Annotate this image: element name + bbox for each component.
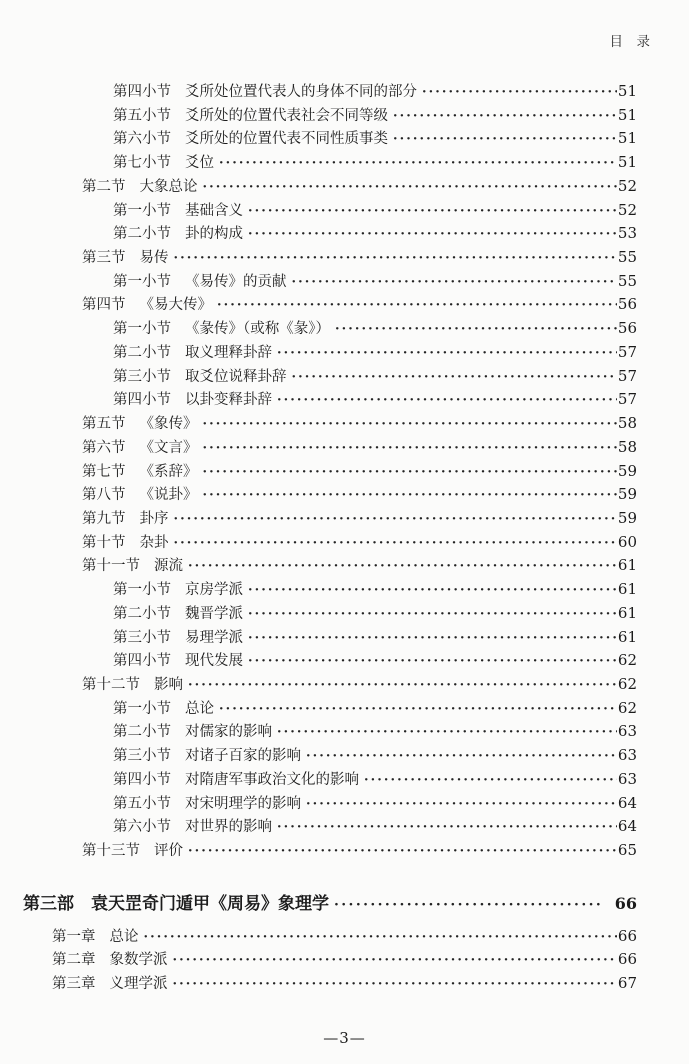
dot-leader xyxy=(306,793,617,817)
toc-entry-label: 第二小节 xyxy=(113,605,171,622)
toc-entry-title: 对世界的影响 xyxy=(185,819,272,836)
toc-entry xyxy=(0,839,637,863)
toc-entry-page: 51 xyxy=(617,129,637,148)
toc-entry-title: 对儒家的影响 xyxy=(185,724,272,741)
dot-leader xyxy=(174,508,617,532)
toc-entry-title: 易传 xyxy=(139,250,169,267)
toc-entry-title: 影响 xyxy=(154,676,183,693)
toc-entry-title: 象数学派 xyxy=(109,952,168,969)
toc-entry-page: 61 xyxy=(617,603,637,622)
toc-entry-title: 以卦变释卦辞 xyxy=(185,392,272,409)
toc-entry-title: 《易传》的贡献 xyxy=(185,273,287,290)
toc-entry xyxy=(0,127,637,151)
toc-entry xyxy=(0,649,637,673)
toc-entry-label: 第二小节 xyxy=(113,724,171,741)
toc-entry xyxy=(0,341,637,365)
toc-entry-label: 第四小节 xyxy=(113,771,171,788)
toc-entry-page: 62 xyxy=(617,674,637,693)
toc-entry-label: 第二小节 xyxy=(113,344,171,361)
toc-entry-label: 第三节 xyxy=(82,250,126,267)
toc-entry xyxy=(0,697,637,721)
toc-entry-page: 66 xyxy=(617,950,637,969)
dot-leader xyxy=(203,437,617,461)
toc-entry-label: 第一章 xyxy=(52,928,96,945)
dot-leader xyxy=(248,223,617,247)
dot-leader xyxy=(203,484,617,508)
toc-entry-title: 义理学派 xyxy=(109,976,168,993)
toc-entry xyxy=(0,436,637,460)
toc-entry-page: 60 xyxy=(617,532,637,551)
toc-entry-title: 评价 xyxy=(154,843,183,859)
toc-entry xyxy=(0,768,637,792)
dot-leader xyxy=(248,200,617,224)
toc-entry-page: 61 xyxy=(617,580,637,599)
toc-entry-page: 55 xyxy=(617,248,637,267)
toc-entry-page: 55 xyxy=(617,271,637,290)
toc-entry-title: 易理学派 xyxy=(185,629,243,646)
toc-entry-title: 爻所处的位置代表不同性质事类 xyxy=(185,131,388,148)
toc-entry xyxy=(0,673,637,697)
toc-entry-title: 魏晋学派 xyxy=(185,605,243,622)
toc-entry-title: 杂卦 xyxy=(139,534,169,551)
footer-page-number: —3— xyxy=(323,1029,366,1047)
dot-leader xyxy=(292,271,617,295)
toc-entry xyxy=(0,175,637,199)
toc-entry-label: 第十二节 xyxy=(82,676,140,693)
dot-leader xyxy=(334,890,604,920)
toc-entry xyxy=(0,246,637,270)
page-title: 目 录 xyxy=(609,34,650,50)
toc-entry-label: 第四小节 xyxy=(113,392,171,409)
dot-leader xyxy=(188,840,617,864)
toc-entry-title: 爻位 xyxy=(185,155,214,172)
toc-entry-page: 66 xyxy=(614,893,637,913)
dot-leader xyxy=(188,674,617,698)
toc-entry-title: 《文言》 xyxy=(139,439,198,456)
toc-entry xyxy=(0,460,637,484)
toc-entry-title: 卦的构成 xyxy=(185,226,243,243)
toc-entry-label: 第三章 xyxy=(52,976,96,993)
toc-entry-label: 第一小节 xyxy=(113,321,171,338)
toc-entry xyxy=(0,626,637,650)
toc-entry-label: 第一小节 xyxy=(113,202,171,219)
toc-list xyxy=(0,80,637,996)
toc-entry xyxy=(0,365,637,389)
toc-entry-label: 第二章 xyxy=(52,952,96,969)
toc-entry-label: 第三小节 xyxy=(113,368,171,385)
toc-entry-title: 卦序 xyxy=(139,510,169,527)
toc-entry xyxy=(0,222,637,246)
toc-entry-page: 56 xyxy=(617,295,637,314)
toc-entry-title: 现代发展 xyxy=(185,653,243,670)
toc-entry-page: 67 xyxy=(617,974,637,993)
toc-entry xyxy=(0,972,637,996)
toc-entry xyxy=(0,293,637,317)
toc-entry-label: 第二节 xyxy=(82,178,126,195)
toc-entry-page: 62 xyxy=(617,698,637,717)
toc-entry-page: 63 xyxy=(617,769,637,788)
toc-entry-label: 第五节 xyxy=(82,416,126,433)
dot-leader xyxy=(364,769,617,793)
dot-leader xyxy=(173,949,617,973)
toc-entry-label: 第十节 xyxy=(82,534,126,551)
toc-entry-label: 第三小节 xyxy=(113,748,171,765)
toc-entry-title: 取义理释卦辞 xyxy=(185,344,272,361)
toc-entry-page: 57 xyxy=(617,342,637,361)
toc-entry-title: 基础含义 xyxy=(185,202,243,219)
dot-leader xyxy=(203,176,617,200)
toc-entry-title: 《易大传》 xyxy=(139,297,212,314)
toc-entry-page: 66 xyxy=(617,926,637,945)
toc-entry-title: 大象总论 xyxy=(139,178,198,195)
toc-entry-title: 《系辞》 xyxy=(139,463,198,480)
toc-entry-label: 第五小节 xyxy=(113,795,171,812)
dot-leader xyxy=(277,342,617,366)
toc-entry-page: 52 xyxy=(617,200,637,219)
toc-entry-title: 取爻位说释卦辞 xyxy=(185,368,287,385)
toc-entry-title: 对诸子百家的影响 xyxy=(185,748,301,765)
toc-entry xyxy=(0,792,637,816)
toc-entry-title: 《象传》 xyxy=(139,416,198,433)
dot-leader xyxy=(188,555,617,579)
toc-entry xyxy=(0,948,637,972)
dot-leader xyxy=(277,816,617,840)
toc-entry-page: 52 xyxy=(617,176,637,195)
toc-entry xyxy=(0,889,637,919)
dot-leader xyxy=(219,152,617,176)
toc-entry-title: 京房学派 xyxy=(185,582,243,599)
toc-entry xyxy=(0,317,637,341)
dot-leader xyxy=(248,579,617,603)
toc-entry-label: 第九节 xyxy=(82,510,126,527)
toc-entry-title: 源流 xyxy=(154,558,183,575)
toc-entry-label: 第七节 xyxy=(82,463,126,480)
toc-entry xyxy=(0,199,637,223)
toc-entry-label: 第四小节 xyxy=(113,653,171,670)
toc-entry-label: 第三部 xyxy=(23,893,74,914)
toc-entry-label: 第一小节 xyxy=(113,700,171,717)
toc-entry xyxy=(0,720,637,744)
toc-entry-page: 65 xyxy=(617,841,637,859)
toc-entry-title: 总论 xyxy=(185,700,214,717)
toc-entry-label: 第七小节 xyxy=(113,155,171,172)
toc-entry xyxy=(0,104,637,128)
dot-leader xyxy=(277,721,617,745)
toc-entry-page: 53 xyxy=(617,224,637,243)
dot-leader xyxy=(219,698,617,722)
toc-entry xyxy=(0,531,637,555)
toc-entry xyxy=(0,270,637,294)
toc-entry xyxy=(0,602,637,626)
toc-entry-page: 63 xyxy=(617,722,637,741)
toc-entry-page: 59 xyxy=(617,508,637,527)
toc-entry-label: 第一小节 xyxy=(113,273,171,290)
dot-leader xyxy=(335,318,617,342)
toc-entry-label: 第四节 xyxy=(82,297,126,314)
toc-entry-title: 爻所处位置代表人的身体不同的部分 xyxy=(185,84,417,100)
dot-leader xyxy=(217,294,617,318)
toc-entry xyxy=(0,925,637,949)
toc-entry-page: 58 xyxy=(617,414,637,433)
toc-entry-page: 61 xyxy=(617,627,637,646)
toc-entry-page: 62 xyxy=(617,651,637,670)
toc-entry-title: 袁天罡奇门遁甲《周易》象理学 xyxy=(91,893,329,914)
toc-entry-label: 第一小节 xyxy=(113,582,171,599)
dot-leader xyxy=(248,603,617,627)
toc-entry-label: 第四小节 xyxy=(113,84,171,100)
toc-entry-label: 第十三节 xyxy=(82,843,140,859)
toc-entry-page: 64 xyxy=(617,817,637,836)
toc-entry-label: 第五小节 xyxy=(113,107,171,124)
dot-leader xyxy=(203,461,617,485)
toc-entry-label: 第六小节 xyxy=(113,819,171,836)
toc-entry-page: 51 xyxy=(617,153,637,172)
toc-entry-label: 第八节 xyxy=(82,487,126,504)
toc-entry-page: 56 xyxy=(617,319,637,338)
dot-leader xyxy=(248,627,617,651)
toc-entry-title: 总论 xyxy=(109,928,139,945)
dot-leader xyxy=(393,128,617,152)
toc-entry-label: 第三小节 xyxy=(113,629,171,646)
toc-entry-page: 58 xyxy=(617,437,637,456)
toc-entry-page: 51 xyxy=(617,82,637,100)
toc-entry-label: 第二小节 xyxy=(113,226,171,243)
toc-entry-page: 59 xyxy=(617,485,637,504)
toc-entry xyxy=(0,554,637,578)
toc-entry xyxy=(0,483,637,507)
toc-entry xyxy=(0,151,637,175)
toc-entry xyxy=(0,388,637,412)
dot-leader xyxy=(144,926,617,950)
toc-entry-page: 63 xyxy=(617,746,637,765)
toc-entry-page: 59 xyxy=(617,461,637,480)
dot-leader xyxy=(277,389,617,413)
toc-entry xyxy=(0,80,637,104)
toc-entry-page: 57 xyxy=(617,390,637,409)
toc-entry-page: 64 xyxy=(617,793,637,812)
toc-entry-page: 61 xyxy=(617,556,637,575)
dot-leader xyxy=(292,366,617,390)
toc-entry-title: 对隋唐军事政治文化的影响 xyxy=(185,771,359,788)
toc-entry-page: 57 xyxy=(617,366,637,385)
toc-entry xyxy=(0,815,637,839)
toc-entry-title: 对宋明理学的影响 xyxy=(185,795,301,812)
toc-entry xyxy=(0,744,637,768)
toc-entry xyxy=(0,507,637,531)
dot-leader xyxy=(203,413,617,437)
dot-leader xyxy=(422,81,617,105)
toc-entry-page: 51 xyxy=(617,105,637,124)
toc-entry xyxy=(0,578,637,602)
toc-entry-title: 爻所处的位置代表社会不同等级 xyxy=(185,107,388,124)
dot-leader xyxy=(248,650,617,674)
toc-entry-label: 第十一节 xyxy=(82,558,140,575)
dot-leader xyxy=(393,105,617,129)
toc-entry-label: 第六小节 xyxy=(113,131,171,148)
toc-entry-title: 《说卦》 xyxy=(139,487,198,504)
dot-leader xyxy=(173,973,617,997)
dot-leader xyxy=(306,745,617,769)
toc-entry xyxy=(0,412,637,436)
dot-leader xyxy=(174,247,617,271)
toc-entry-label: 第六节 xyxy=(82,439,126,456)
dot-leader xyxy=(174,532,617,556)
toc-entry-title: 《彖传》（或称《彖》） xyxy=(185,321,330,338)
